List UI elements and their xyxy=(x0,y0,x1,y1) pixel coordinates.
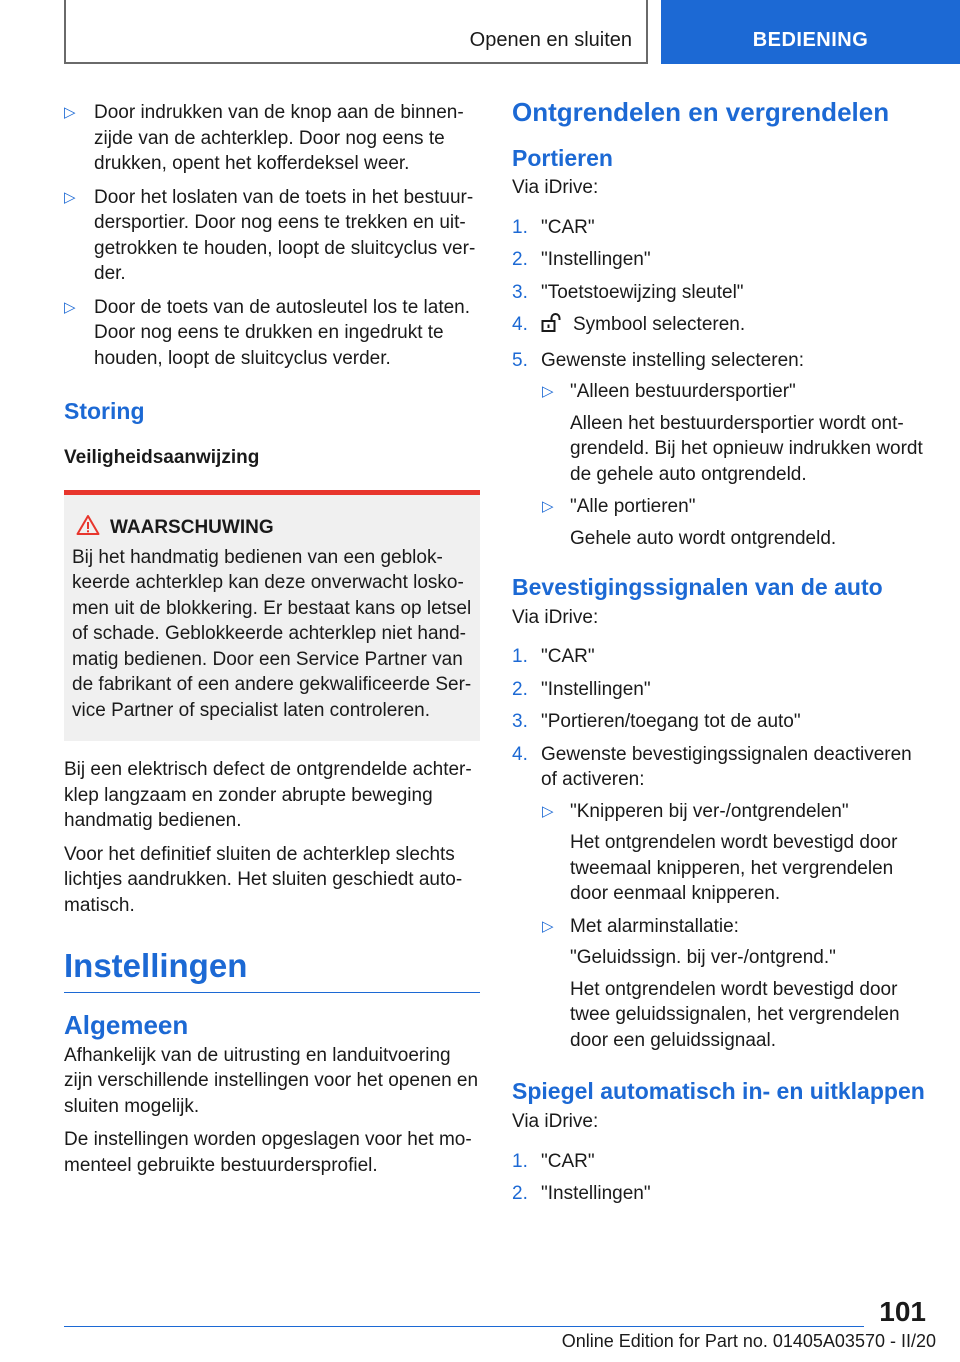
bullet-item xyxy=(64,295,480,372)
via-idrive: Via iDrive: xyxy=(512,177,599,198)
triangle-bullet-icon: ▷ xyxy=(64,298,76,316)
step-text: Gewenste bevestigingssignalen deactiveren of activeren: xyxy=(541,743,912,790)
step-number: 2. xyxy=(512,249,528,270)
option-title: Met alarminstallatie: xyxy=(570,915,739,937)
option-title: "Alle portieren" xyxy=(570,496,696,517)
header-section-title: Openen en sluiten xyxy=(469,29,632,51)
step-number: 5. xyxy=(512,349,528,371)
bullet-text: Door de toets van de autosleutel los te laten. Door nog eens te drukken en ingedrukt te houden, loopt de sluitcyclus verder. xyxy=(94,296,471,369)
unlock-symbol-icon xyxy=(541,313,563,341)
storing-heading: Storing xyxy=(64,398,145,424)
step-text: "Instellingen" xyxy=(541,1183,651,1204)
list-item xyxy=(512,247,932,273)
bullet-text: Door indrukken van de knop aan de binnen-zijde van de achterklep. Door nog eens te drukken, opent het kofferdeksel weer. xyxy=(94,102,464,174)
triangle-bullet-icon: ▷ xyxy=(542,802,554,820)
list-item xyxy=(512,709,932,735)
step-text: "CAR" xyxy=(541,1150,595,1172)
step-number: 3. xyxy=(512,711,528,732)
bullet-text: Door het loslaten van de toets in het bestuur-dersportier. Door nog eens te trekken en uit-getrokken te houden, loopt de sluitcyclus ver-der. xyxy=(94,186,476,284)
step-text: "Toetstoewijzing sleutel" xyxy=(541,281,744,303)
step-text: "Instellingen" xyxy=(541,249,651,270)
step-text: "CAR" xyxy=(541,216,595,238)
steps-list xyxy=(512,644,932,793)
instellingen-heading: Instellingen xyxy=(64,947,248,984)
step-number: 4. xyxy=(512,743,528,765)
warning-triangle-icon xyxy=(76,514,100,544)
sub-option xyxy=(512,799,932,825)
warning-box xyxy=(64,490,480,741)
triangle-bullet-icon: ▷ xyxy=(542,498,554,515)
step-text: "Portieren/toegang tot de auto" xyxy=(541,711,801,732)
header-chapter-title: BEDIENING xyxy=(752,29,869,51)
step-text-label: Symbool selecteren. xyxy=(573,314,746,335)
footer-text: Online Edition for Part no. 01405A03570 - II/20 xyxy=(561,1331,936,1351)
via-idrive: Via iDrive: xyxy=(512,1111,599,1132)
triangle-bullet-icon: ▷ xyxy=(542,383,554,400)
safety-heading: Veiligheidsaanwijzing xyxy=(64,446,260,468)
option-text: Gehele auto wordt ontgrendeld. xyxy=(570,527,837,549)
list-item xyxy=(512,280,932,306)
option-text: Het ontgrendelen wordt bevestigd door twee geluidssignalen, het vergrendelen door een geluidssignaal. xyxy=(570,978,900,1051)
via-idrive: Via iDrive: xyxy=(512,606,599,628)
heading-rule xyxy=(64,992,480,993)
triangle-bullet-icon: ▷ xyxy=(64,188,76,206)
step-text xyxy=(541,312,932,341)
step-number: 3. xyxy=(512,281,528,303)
paragraph: Afhankelijk van de uitrusting en landuitvoering zijn verschillende instellingen voor het openen en sluiten mogelijk. xyxy=(64,1044,479,1117)
page-number: 101 xyxy=(879,1296,926,1327)
warning-title: WAARSCHUWING xyxy=(110,517,274,538)
step-number: 1. xyxy=(512,1150,528,1172)
list-item xyxy=(512,1149,932,1175)
step-text: "CAR" xyxy=(541,646,595,667)
step-number: 1. xyxy=(512,216,528,238)
option-text: Het ontgrendelen wordt bevestigd door tweemaal knipperen, het vergrendelen door eenmaal knipperen. xyxy=(570,832,898,904)
list-item xyxy=(512,348,932,374)
triangle-bullet-icon: ▷ xyxy=(64,104,76,121)
paragraph: Bij een elektrisch defect de ontgrendelde achter-klep langzaam en zonder abrupte beweging handmatig bedienen. xyxy=(64,759,472,831)
spiegel-heading: Spiegel automatisch in- en uitklappen xyxy=(512,1078,925,1104)
option-text: "Geluidssign. bij ver-/ontgrend." xyxy=(570,947,836,968)
step-text: "Instellingen" xyxy=(541,678,651,700)
steps-list xyxy=(512,215,932,374)
right-column xyxy=(512,97,932,1207)
step-text: Gewenste instelling selecteren: xyxy=(541,349,804,371)
bevestiging-heading: Bevestigingssignalen van de auto xyxy=(512,574,883,600)
option-text: Alleen het bestuurdersportier wordt ont-grendeld. Bij het opnieuw indrukken wordt de gehele auto ontgrendeld. xyxy=(570,412,923,485)
option-title: "Alleen bestuurdersportier" xyxy=(570,381,796,402)
sub-option xyxy=(512,494,932,520)
paragraph: Voor het definitief sluiten de achterklep slechts lichtjes aandrukken. Het sluiten geschiedt auto-matisch. xyxy=(64,843,463,916)
list-item xyxy=(512,215,932,241)
portieren-heading: Portieren xyxy=(512,144,613,171)
step-number: 2. xyxy=(512,1183,528,1204)
algemeen-heading: Algemeen xyxy=(64,1010,189,1040)
step-number: 1. xyxy=(512,646,528,667)
list-item xyxy=(512,742,932,793)
step-number: 2. xyxy=(512,678,528,700)
list-item xyxy=(512,677,932,703)
left-column xyxy=(64,100,480,1178)
list-item xyxy=(512,644,932,670)
step-number: 4. xyxy=(512,314,528,335)
list-item xyxy=(512,312,932,341)
option-title: "Knipperen bij ver-/ontgrendelen" xyxy=(570,800,849,822)
steps-list xyxy=(512,1149,932,1207)
bullet-item xyxy=(64,185,480,287)
warning-text: Bij het handmatig bedienen van een geblok-keerde achterklep kan deze onverwacht losko-men uit de blokkering. Er bestaat kans op letsel of schade. Geblokkeerde achterklep niet hand-matig bedienen. Door een Service Partner van de fabrikant of een andere gekwalificeerde Ser-vice Partner of specialist laten controleren. xyxy=(72,546,472,721)
sub-option xyxy=(512,379,932,405)
sub-option xyxy=(512,914,932,940)
header-chapter-tab xyxy=(661,0,960,64)
triangle-bullet-icon: ▷ xyxy=(542,917,554,935)
warning-title-row xyxy=(72,515,472,541)
list-item xyxy=(512,1181,932,1207)
paragraph: De instellingen worden opgeslagen voor het mo-menteel gebruikte bestuurdersprofiel. xyxy=(64,1129,472,1176)
bullet-item xyxy=(64,100,480,177)
header-section-tab xyxy=(64,0,648,64)
unlock-lock-heading: Ontgrendelen en vergrendelen xyxy=(512,97,890,127)
footer-rule xyxy=(64,1326,864,1327)
